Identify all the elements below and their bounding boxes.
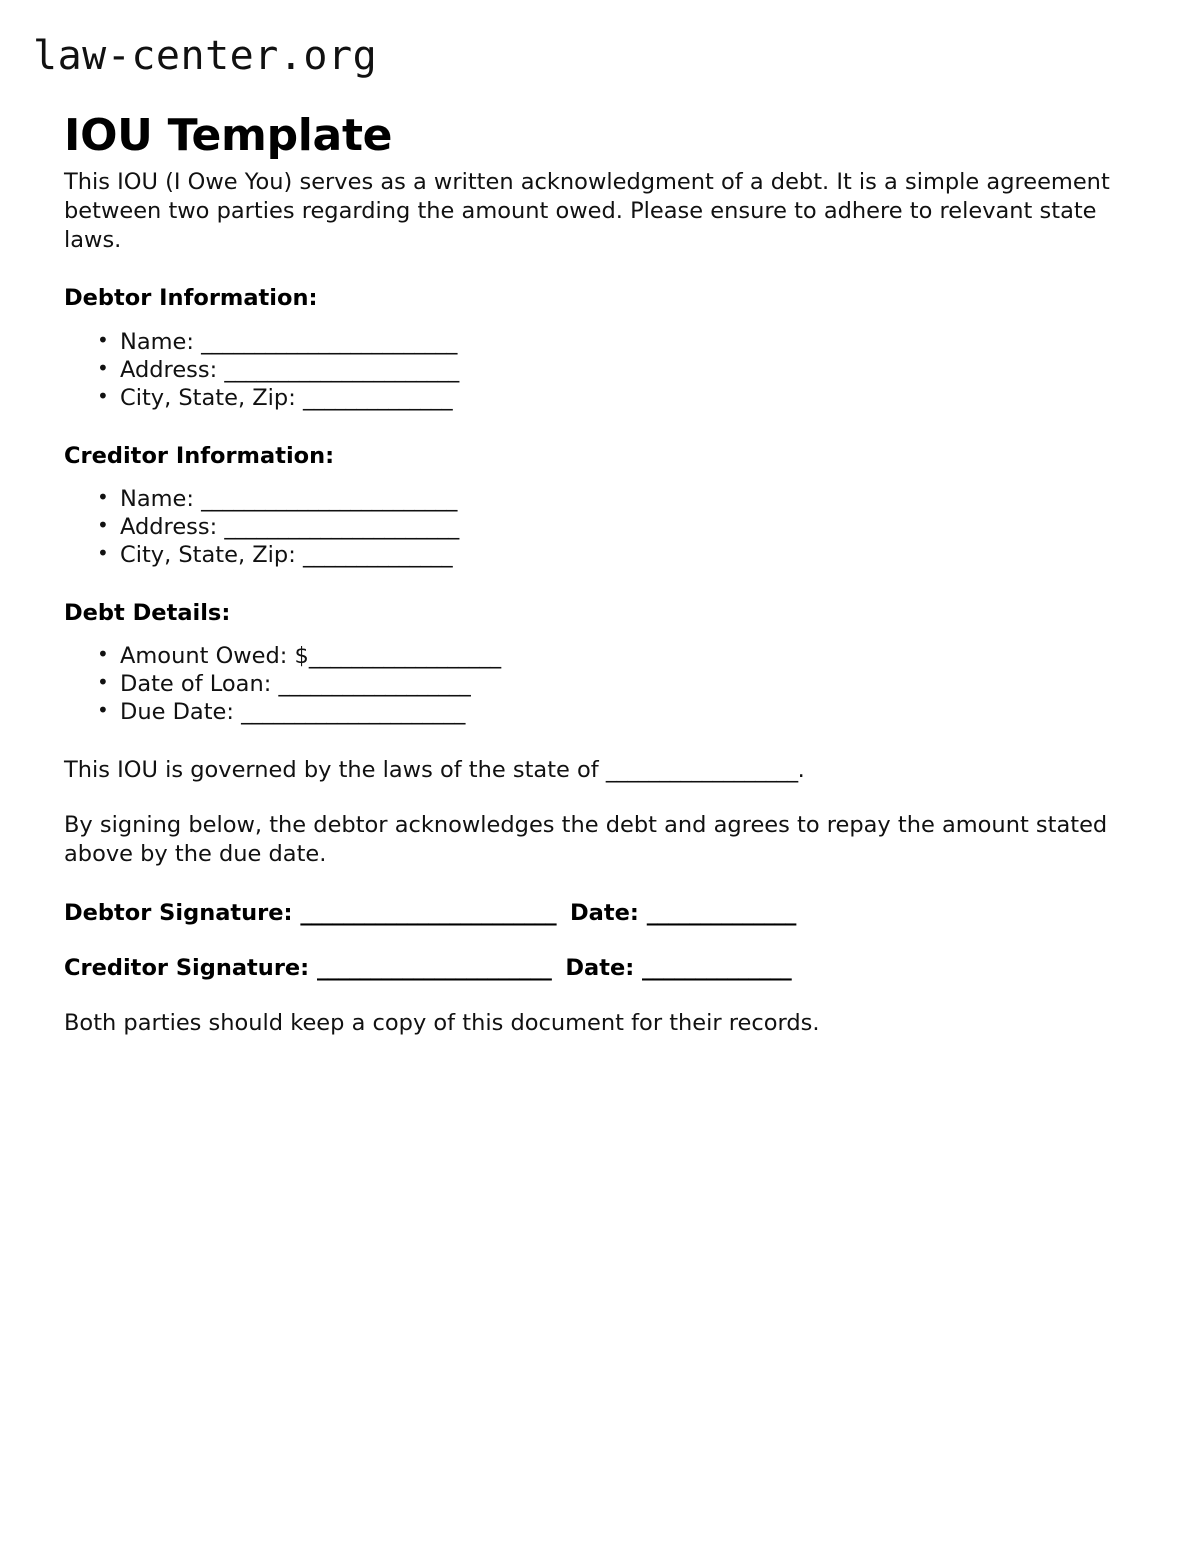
field-list-creditor	[64, 485, 1124, 569]
debtor-signature-label: Debtor Signature:	[64, 899, 301, 926]
debtor-signature-line	[64, 899, 1124, 928]
field-blank-line[interactable]: _____________________	[241, 699, 465, 726]
field-blank-line[interactable]: ______________	[302, 541, 453, 568]
list-item	[120, 670, 1124, 698]
list-item	[120, 384, 1124, 412]
site-name: law-center.org	[33, 33, 378, 79]
list-item	[120, 356, 1124, 384]
field-label: City, State, Zip:	[120, 384, 303, 411]
document-body	[64, 168, 1124, 1038]
field-blank-line[interactable]: __________________	[278, 671, 471, 698]
field-blank-line[interactable]: ________________________	[201, 328, 457, 355]
list-item	[120, 541, 1124, 569]
governing-law-suffix: .	[797, 757, 805, 784]
creditor-date-label: Date:	[565, 954, 643, 981]
governing-law-prefix: This IOU is governed by the laws of the state of	[64, 757, 606, 784]
field-blank-line[interactable]: ______________	[302, 384, 453, 411]
governing-law-blank-line[interactable]: __________________	[605, 757, 798, 784]
debtor-signature-blank-line[interactable]: ________________________	[300, 899, 556, 926]
field-label: Address:	[120, 356, 225, 383]
field-label: Date of Loan:	[120, 671, 279, 698]
page-title: IOU Template	[64, 110, 393, 162]
acknowledgment-paragraph: By signing below, the debtor acknowledges the debt and agrees to repay the amount stated above by the due date.	[64, 811, 1108, 867]
section-heading-debt-details: Debt Details:	[64, 599, 231, 626]
creditor-signature-blank-line[interactable]: ______________________	[317, 954, 552, 981]
creditor-signature-label: Creditor Signature:	[64, 954, 318, 981]
debtor-date-label: Date:	[569, 899, 647, 926]
section-heading-debtor: Debtor Information:	[64, 285, 318, 312]
field-blank-line[interactable]: ________________________	[201, 485, 457, 512]
field-blank-line[interactable]: __________________	[308, 643, 501, 670]
field-label: Due Date:	[120, 699, 242, 726]
field-list-debtor	[64, 328, 1124, 412]
field-label: Address:	[120, 513, 225, 540]
field-label: City, State, Zip:	[120, 541, 303, 568]
field-list-debt-details	[64, 642, 1124, 726]
creditor-date-blank-line[interactable]: ______________	[642, 954, 792, 981]
debtor-date-blank-line[interactable]: ______________	[646, 899, 796, 926]
field-blank-line[interactable]: ______________________	[224, 356, 459, 383]
list-item	[120, 485, 1124, 513]
list-item	[120, 698, 1124, 726]
field-blank-line[interactable]: ______________________	[224, 513, 459, 540]
intro-paragraph: This IOU (I Owe You) serves as a written acknowledgment of a debt. It is a simple agreement between two parties regarding the amount owed. Please ensure to adhere to relevant state laws.	[64, 169, 1110, 253]
list-item	[120, 642, 1124, 670]
section-heading-creditor: Creditor Information:	[64, 442, 335, 469]
field-label: Amount Owed: $	[120, 643, 309, 670]
list-item	[120, 328, 1124, 356]
governing-law-line	[64, 756, 1124, 785]
field-label: Name:	[120, 485, 202, 512]
field-label: Name:	[120, 328, 202, 355]
closing-note: Both parties should keep a copy of this document for their records.	[64, 1010, 820, 1037]
list-item	[120, 513, 1124, 541]
creditor-signature-line	[64, 954, 1124, 983]
